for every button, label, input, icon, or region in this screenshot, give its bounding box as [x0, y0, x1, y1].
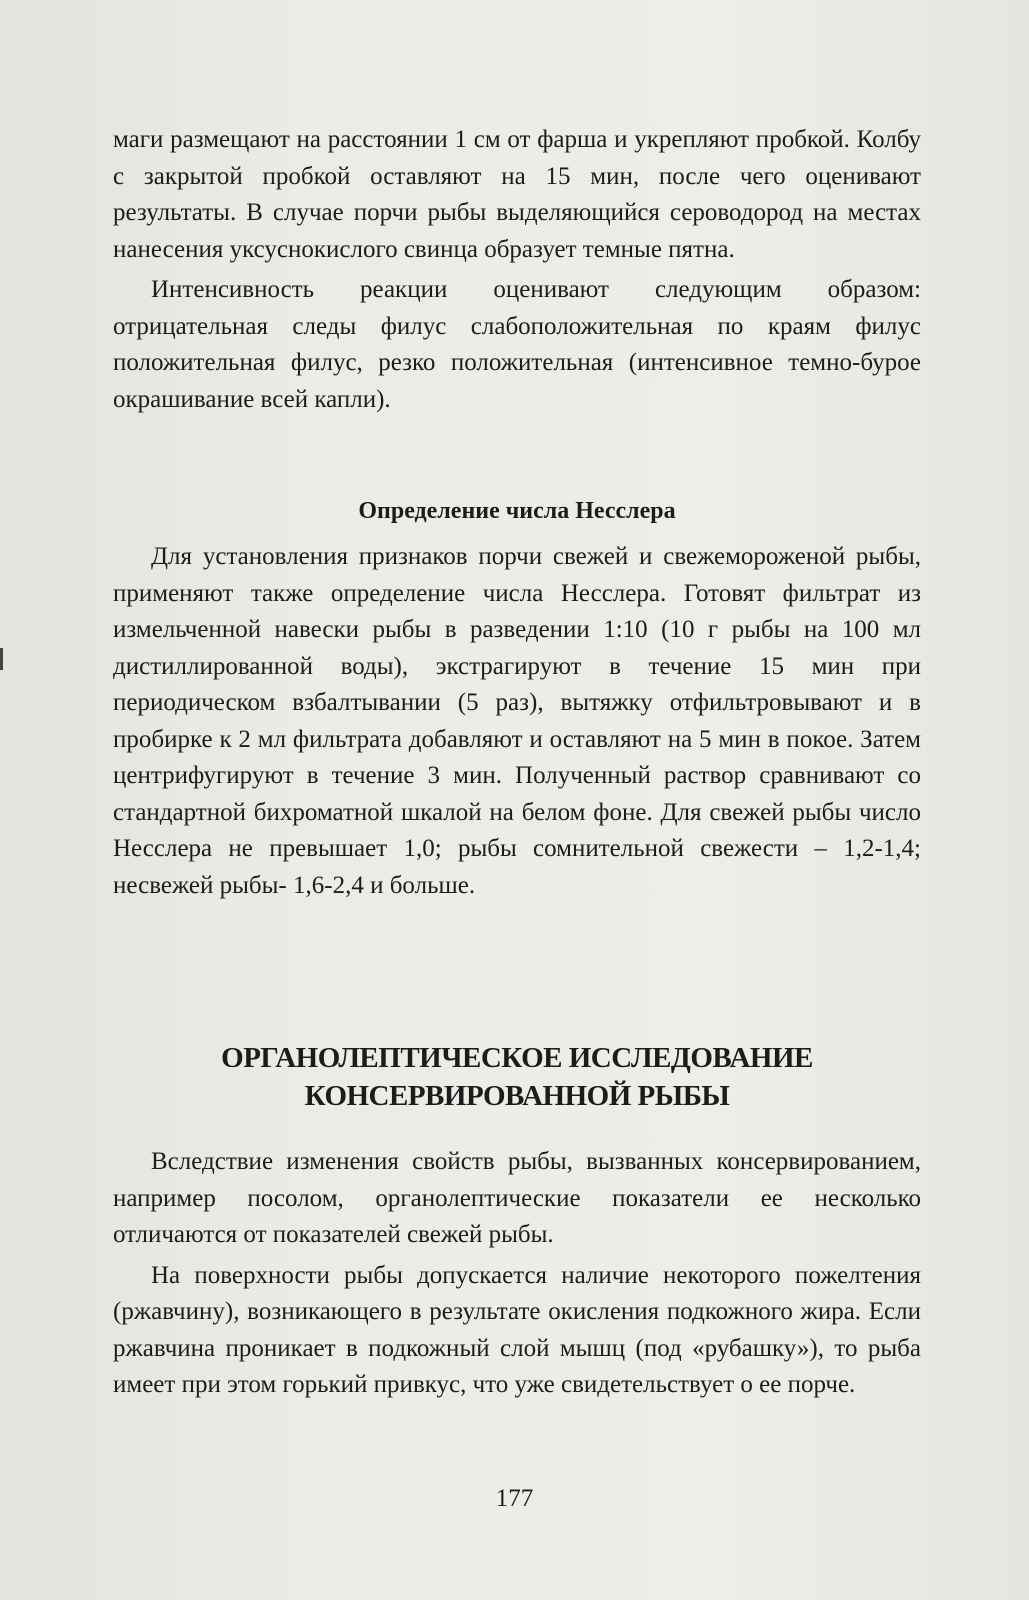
page-number: 177 [495, 1485, 534, 1512]
paragraph-preservation-changes: Вследствие изменения свойств рыбы, вызванных консервированием, например посолом, органолептические показатели ее несколько отличаются от показателей свежей рыбы. [113, 1148, 921, 1248]
section-heading-line-1: ОРГАНОЛЕПТИЧЕСКОЕ ИССЛЕДОВАНИЕ [221, 1042, 813, 1074]
paragraph-lead-acetate-test: маги размещают на расстоянии 1 см от фарша и укрепляют пробкой. Колбу с закрытой пробкой оставляют на 15 мин, после чего оценивают результаты. В случае порчи рыбы выделяющийся сероводород на местах нанесения уксуснокислого свинца образует темные пятна. [113, 126, 921, 263]
text-block-intro [113, 122, 921, 418]
page-edge-mark [0, 648, 3, 670]
paragraph-rust-yellowing: На поверхности рыбы допускается наличие некоторого пожелтения (ржавчину), возникающего в результате окисления подкожного жира. Если ржавчина проникает в подкожный слой мышц (под «рубашку»), то рыба имеет при этом горький привкус, что уже свидетельствует о ее порче. [113, 1261, 921, 1398]
text-block-nessler [113, 539, 921, 904]
section-heading [113, 1039, 921, 1115]
text-block-canned-fish [113, 1144, 921, 1404]
section-heading-line-2: КОНСЕРВИРОВАННОЙ РЫБЫ [304, 1080, 730, 1112]
paragraph-nessler-method: Для установления признаков порчи свежей и свежемороженой рыбы, применяют также определение числа Несслера. Готовят фильтрат из измельченной навески рыбы в разведении 1:10 (10 г рыбы на 100 мл дистиллированной воды), экстрагируют в течение 15 мин при периодическом взбалтывании (5 раз), вытяжку отфильтровывают и в пробирке к 2 мл фильтрата добавляют и оставляют на 5 мин в покое. Затем центрифугируют в течение 3 мин. Полученный раствор сравнивают со стандартной бихроматной шкалой на белом фоне. Для свежей рыбы число Несслера не превышает 1,0; рыбы сомнительной свежести – 1,2-1,4; несвежей рыбы- 1,6-2,4 и больше. [113, 543, 921, 899]
paragraph-reaction-intensity: Интенсивность реакции оценивают следующим образом: отрицательная следы филус слабоположительная по краям филус положительная филус, резко положительная (интенсивное темно-бурое окрашивание всей капли). [113, 276, 921, 413]
section-subheading: Определение числа Несслера [358, 498, 676, 524]
